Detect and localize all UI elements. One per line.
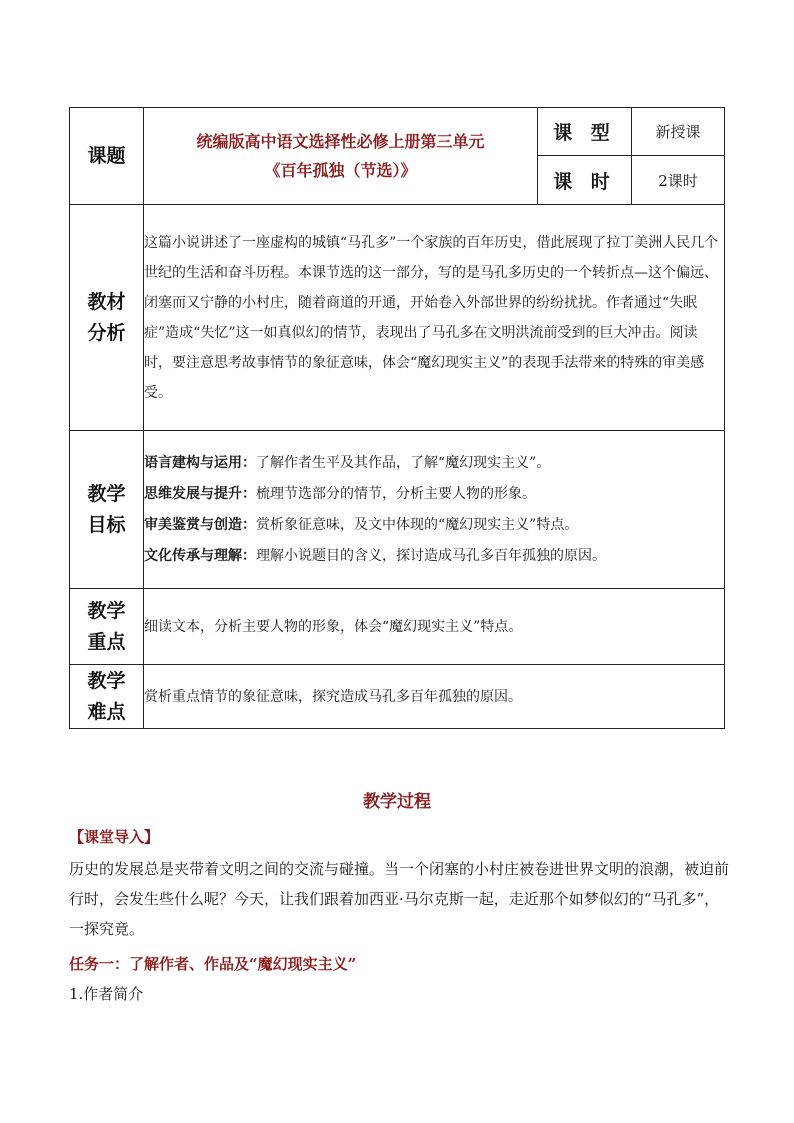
difficulty-label-line1: 教学 [87,669,126,692]
focus-label-line2: 重点 [87,630,126,653]
lesson-plan-table [69,107,725,729]
analysis-label-line1: 教材 [87,290,126,313]
focus-label-line1: 教学 [87,599,126,622]
focus-text: 细读文本，分析主要人物的形象，体会“魔幻现实主义”特点。 [144,589,725,665]
goal-item: 思维发展与提升：梳理节选部分的情节，分析主要人物的形象。 [144,485,536,502]
goals-label-line2: 目标 [87,513,126,536]
analysis-paragraph: 这篇小说讲述了一座虚构的城镇“马孔多”一个家族的百年历史，借此展现了拉丁美洲人民几个世纪的生活和奋斗历程。本课节选的这一部分，写的是马孔多历史的一个转折点—这个偏远、闭塞而又宁静的小村庄，随着商道的开通，开始卷入外部世界的纷纷扰扰。作者通过“失眠症”造成“失忆”这一如真似幻的情节，表现出了马孔多在文明洪流前受到的巨大冲击。阅读时，要注意思考故事情节的象征意味，体会“魔幻现实主义”的表现手法带来的特殊的审美感受。 [144,234,719,401]
goal-item: 文化传承与理解：理解小说题目的含义，探讨造成马孔多百年孤独的原因。 [144,547,606,564]
lesson-type-value: 新授课 [632,108,725,156]
difficulty-label [70,665,144,729]
intro-paragraph: 历史的发展总是夹带着文明之间的交流与碰撞。当一个闭塞的小村庄被卷进世界文明的浪潮，被迫前行时，会发生些什么呢？今天，让我们跟着加西亚·马尔克斯一起，走近那个如梦似幻的“马孔多”，一探究竟。 [69,860,730,938]
goals-label-line1: 教学 [87,482,126,505]
difficulty-label-line2: 难点 [87,700,126,723]
goals-list [144,431,725,589]
task-one-heading: 任务一：了解作者、作品及“魔幻现实主义” [69,955,357,973]
topic-label: 课题 [70,108,144,205]
lesson-title [144,108,538,205]
difficulty-text: 赏析重点情节的象征意味，探究造成马孔多百年孤独的原因。 [144,665,725,729]
goal-item: 审美鉴赏与创造：赏析象征意味，及文中体现的“魔幻现实主义”特点。 [144,516,579,533]
lesson-hours-value: 2课时 [632,156,725,205]
goals-label [70,431,144,589]
lesson-type-label: 课 型 [538,108,632,156]
lesson-title-line2: 《百年孤独（节选）》 [264,161,417,180]
process-title: 教学过程 [363,792,431,812]
author-intro-heading: 1.作者简介 [69,985,144,1003]
lesson-title-line1: 统编版高中语文选择性必修上册第三单元 [196,132,485,151]
lesson-hours-label: 课 时 [538,156,632,205]
intro-heading: 【课堂导入】 [69,828,160,846]
focus-label [70,589,144,665]
analysis-label [70,205,144,431]
analysis-label-line2: 分析 [87,321,126,344]
goal-item: 语言建构与运用：了解作者生平及其作品，了解“魔幻现实主义”。 [144,454,551,471]
analysis-text [144,205,725,431]
